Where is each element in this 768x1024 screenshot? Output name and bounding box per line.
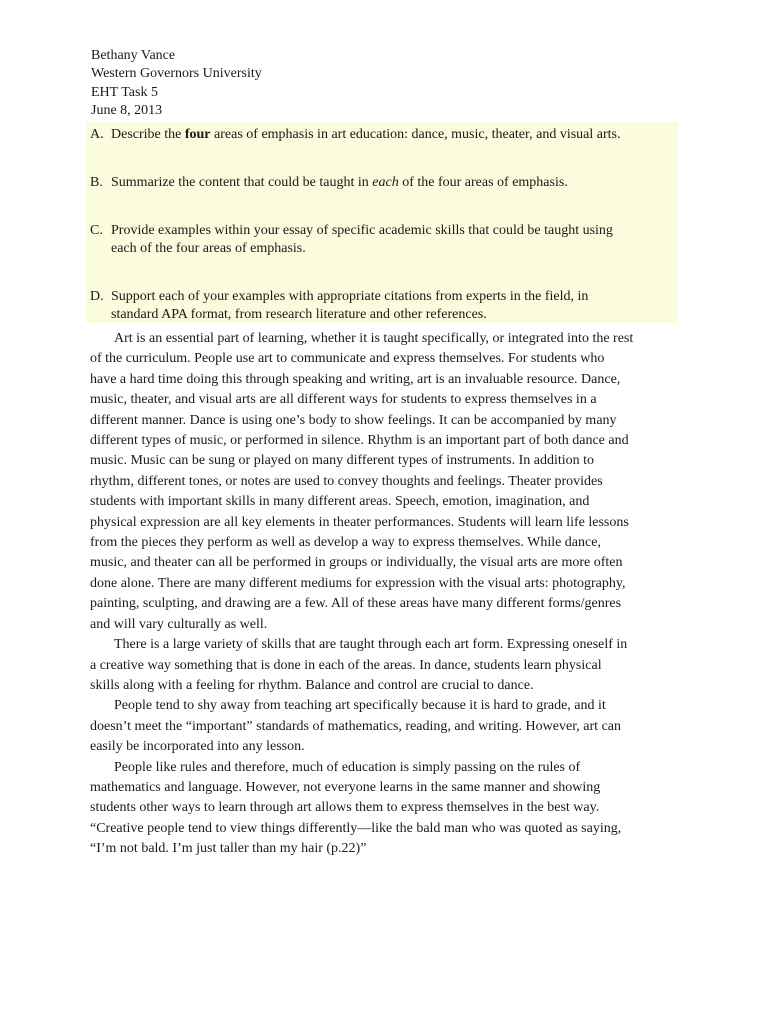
rubric-item-b [90, 174, 675, 192]
essay-line: music. Music can be sung or played on many different types of instruments. In addition to [90, 453, 595, 469]
task-name: EHT Task 5 [91, 84, 158, 100]
essay-line: “Creative people tend to view things differently—like the bald man who was quoted as saying, [90, 820, 622, 836]
essay-line: from the pieces they perform as well as develop a way to express themselves. While dance, [90, 535, 601, 551]
essay-line: of the curriculum. People use art to communicate and express themselves. For students who [90, 351, 605, 367]
essay-line: different manner. Dance is using one’s body to show feelings. It can be accompanied by many [90, 412, 617, 428]
essay-line: Art is an essential part of learning, whether it is taught specifically, or integrated into the rest [114, 331, 634, 346]
author-name: Bethany Vance [91, 48, 176, 63]
school-name: Western Governors University [91, 66, 262, 82]
essay-line: done alone. There are many different mediums for expression with the visual arts: photography, [90, 575, 626, 591]
essay-line: have a hard time doing this through speaking and writing, art is an invaluable resource. Dance, [90, 371, 621, 387]
essay-line: “I’m not bald. I’m just taller than my hair (p.22)” [90, 841, 367, 857]
essay-line: mathematics and language. However, not everyone learns in the same manner and showing [90, 779, 601, 795]
rubric-c-line-1: Provide examples within your essay of specific academic skills that could be taught using [111, 223, 613, 238]
essay-line: different types of music, or performed in silence. Rhythm is an important part of both dance and [90, 433, 629, 449]
rubric-item-d [90, 288, 675, 324]
essay-line: easily be incorporated into any lesson. [90, 739, 305, 755]
rubric-marker-c: C. [90, 223, 103, 238]
rubric-highlight-box [86, 122, 678, 323]
essay-line: People like rules and therefore, much of education is simply passing on the rules of [114, 759, 581, 775]
essay-line: students with important skills in many different areas. Speech, emotion, imagination, and [90, 494, 590, 510]
rubric-b-emphasis: each [372, 175, 399, 190]
essay-line: painting, sculpting, and drawing are a few. All of these areas have many different forms/genres [90, 596, 622, 612]
essay-line: doesn’t meet the “important” standards of mathematics, reading, and writing. However, art can [90, 718, 622, 734]
rubric-marker-a: A. [90, 127, 104, 142]
rubric-a-emphasis: four [184, 127, 211, 142]
essay-line: music, and theater can all be performed in groups or individually, the visual arts are more often [90, 555, 623, 571]
rubric-b-text-start: Summarize the content that could be taught in [111, 175, 373, 190]
rubric-item-a [90, 126, 675, 144]
rubric-c-line-2: each of the four areas of emphasis. [111, 241, 306, 256]
rubric-d-line-1: Support each of your examples with appropriate citations from experts in the field, in [111, 289, 589, 304]
rubric-item-c [90, 222, 675, 258]
essay-line: skills along with a feeling for rhythm. Balance and control are crucial to dance. [90, 677, 534, 693]
essay-line: and will vary culturally as well. [90, 616, 268, 632]
rubric-d-line-2: standard APA format, from research literature and other references. [111, 307, 487, 322]
document-date: June 8, 2013 [91, 103, 163, 119]
document-header [91, 47, 262, 121]
essay-line: a creative way something that is done in each of the areas. In dance, students learn physical [90, 657, 602, 673]
rubric-marker-d: D. [90, 289, 104, 304]
essay-line: music, theater, and visual arts are all different ways for students to express themselves in a [90, 392, 597, 408]
rubric-b-text-end: of the four areas of emphasis. [398, 175, 568, 190]
rubric-marker-b: B. [90, 175, 103, 190]
essay-line: rhythm, different tones, or notes are used to convey thoughts and feelings. Theater provides [90, 473, 603, 489]
rubric-a-text-end: areas of emphasis in art education: dance, music, theater, and visual arts. [210, 127, 621, 142]
essay-line: physical expression are all key elements in theater performances. Students will learn life lessons [90, 514, 629, 530]
essay-line: students other ways to learn through art allows them to express themselves in the best way. [90, 800, 600, 816]
essay-line: There is a large variety of skills that are taught through each art form. Expressing oneself in [114, 637, 628, 653]
essay-body [90, 329, 684, 860]
essay-line: People tend to shy away from teaching art specifically because it is hard to grade, and it [114, 698, 606, 714]
rubric-a-text-start: Describe the [111, 127, 185, 142]
